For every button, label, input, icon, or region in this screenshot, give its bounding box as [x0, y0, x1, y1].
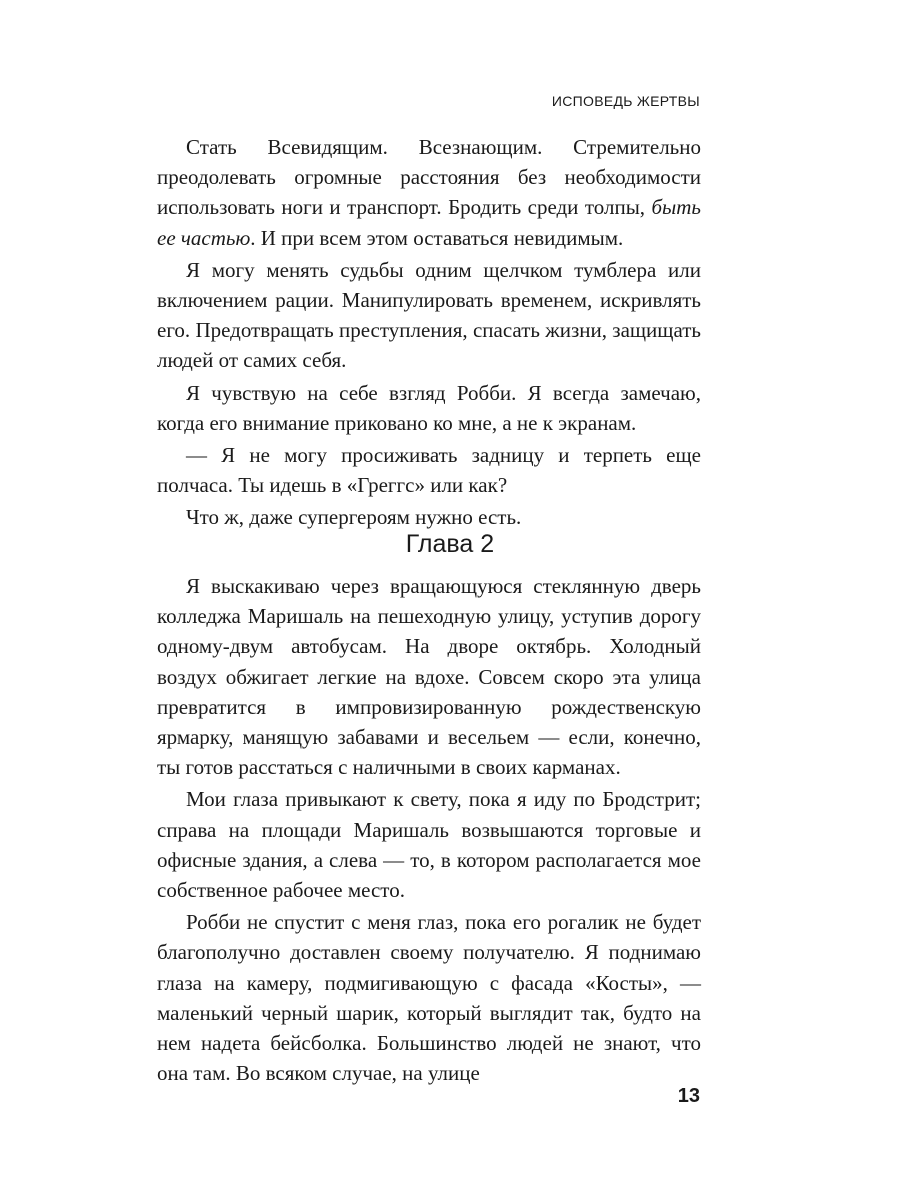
paragraph: Я чувствую на себе взгляд Робби. Я всегда замечаю, когда его внимание приковано ко мне, а не к экранам.: [157, 380, 701, 435]
dialogue-paragraph: — Я не могу просиживать задницу и терпеть еще полчаса. Ты идешь в «Греггс» или как?: [157, 443, 701, 498]
paragraph-text: . И при всем этом оставаться невидимым.: [250, 225, 624, 250]
paragraph: Я могу менять судьбы одним щелчком тумблера или включением рации. Манипулировать временем, искривлять его. Предотвращать преступления, спасать жизни, защищать людей от самих себя.: [157, 257, 701, 373]
paragraph: Мои глаза привыкают к свету, пока я иду по Бродстрит; справа на площади Маришаль возвышаются торговые и офисные здания, а слева — то, в котором располагается мое собственное рабочее место.: [157, 787, 701, 903]
italic-phrase: быть ее частью: [157, 195, 701, 250]
section-before-chapter: [157, 132, 701, 535]
running-head: ИСПОВЕДЬ ЖЕРТВЫ: [551, 93, 700, 109]
paragraph: Я выскакиваю через вращающуюся стеклянную дверь колледжа Маришаль на пешеходную улицу, уступив дорогу одному-двум автобусам. На дворе октябрь. Холодный воздух обжигает легкие на вдохе. Совсем скоро эта улица превратится в импровизированную рождественскую ярмарку, манящую забавами и весельем — если, конечно, ты готов расстаться с наличными в своих карманах.: [157, 574, 701, 780]
paragraph: Что ж, даже супергероям нужно есть.: [186, 505, 522, 530]
paragraph: Робби не спустит с меня глаз, пока его рогалик не будет благополучно доставлен своему получателю. Я поднимаю глаза на камеру, подмигивающую с фасада «Косты», — маленький черный шарик, который выглядит так, будто на нем надета бейсболка. Большинство людей не знают, что она там. Во всяком случае, на улице: [157, 910, 701, 1086]
paragraph: [157, 132, 701, 253]
paragraph-text: Стать Всевидящим. Всезнающим. Стремительно преодолевать огромные расстояния без необходимости использовать ноги и транспорт. Бродить среди толпы,: [157, 135, 701, 220]
chapter-title: Глава 2: [405, 530, 495, 558]
chapter-body: [157, 571, 701, 1090]
page-number: 13: [677, 1085, 700, 1107]
